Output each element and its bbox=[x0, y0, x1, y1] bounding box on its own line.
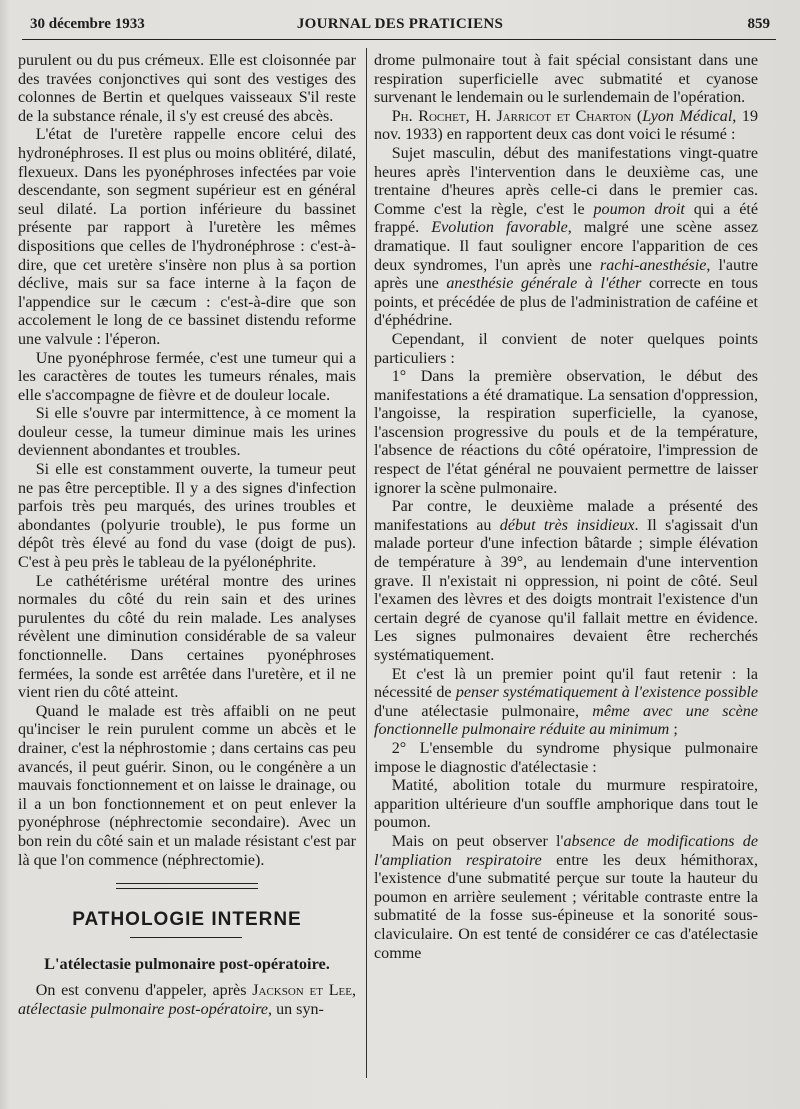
paragraph: drome pulmonaire tout à fait spécial consistant dans une respiration superficielle avec submatité et cyanose survenant le lendemain ou le surlendemain de l'opération. bbox=[374, 52, 758, 107]
reference-text: en rapportent deux cas dont voici le résumé : bbox=[442, 126, 736, 144]
intro-text: On est convenu d'appeler, après bbox=[35, 982, 253, 1000]
section-separator bbox=[116, 883, 258, 889]
section-title: PATHOLOGIE INTERNE bbox=[72, 909, 302, 931]
text-run: . Il s'agissait d'un malade porteur d'une infection bâtarde ; simple élévation de température à 39°, au lendemain d'une intervention grave. Il n'existait ni oppression, ni point de côté. Seul l'examen des lèvres et des doigts montrait l'existence d'un certain degré de cyanose qu'il fallait mettre en évidence. Les signes pulmonaires devaient être recherchés systématiquement. bbox=[374, 516, 758, 664]
page-number: 859 bbox=[747, 16, 770, 32]
paragraph: purulent ou du pus crémeux. Elle est cloisonnée par des travées conjonctives qui sont des vestiges des colonnes de Bertin et quelques vaisseaux S'il reste de la substance rénale, il s'y est creusé des abcès. bbox=[18, 52, 356, 125]
emphasis: rachi-anesthésie bbox=[600, 256, 707, 274]
paragraph: Quand le malade est très affaibli on ne peut qu'inciser le rein purulent comme un abcès et le drainer, c'est la néphrostomie ; dans certains cas peu avancés, il peut guérir. Sinon, ou le congénère a un mauvais fonctionnement et on laisse le drainage, ou il a un bon fonctionnement et on peut enlever la pyonéphrose (néphrectomie secondaire). Avec un bon rein du côté sain et un malade résistant c'est par là que l'on commence (néphrectomie). bbox=[18, 702, 356, 869]
text-run: Mais on peut observer l' bbox=[391, 832, 564, 850]
emphasis: penser systématiquement à l'existence possible bbox=[455, 684, 758, 702]
intro-term: atélectasie pulmonaire post-opératoire bbox=[18, 1000, 269, 1018]
emphasis: début très insidieux bbox=[499, 516, 635, 534]
header-rule bbox=[22, 39, 776, 40]
page-header bbox=[30, 14, 770, 36]
reference-date: , 19 nov. 1933) bbox=[374, 107, 758, 144]
reference-journal: Lyon Médical bbox=[642, 107, 733, 125]
journal-title: JOURNAL DES PRATICIENS bbox=[296, 16, 504, 32]
intro-separator: , bbox=[351, 982, 356, 1000]
paragraph-observation bbox=[374, 833, 758, 963]
text-run: ; bbox=[669, 721, 678, 739]
emphasis: Evolution favorable bbox=[431, 219, 568, 237]
paragraph: Une pyonéphrose fermée, c'est une tumeur qui a les caractères de toutes les tumeurs rénales, mais elle s'accompagne de fièvre et de douleur locale. bbox=[18, 349, 356, 404]
paragraph: Le cathétérisme urétéral montre des urines normales du côté du rein sain et des urines purulentes du côté du rein malade. Les analyses révèlent une diminution considérable de sa valeur fonctionnelle. Dans certaines pyonéphroses fermées, la sonde est arrêtée dans l'uretère, et il ne vient rien du côté atteint. bbox=[18, 572, 356, 702]
text-run: entre les deux hémithorax, l'existence d'une submatité perçue sur toute la hauteur du poumon en arrière seulement ; véritable contraste entre la submatité de la fosse sus-épineuse et la sonorité sous-claviculaire. On est tenté de considérer ce cas d'atélectasie comme bbox=[374, 851, 758, 962]
column-divider bbox=[366, 48, 367, 1078]
paragraph-key-point bbox=[374, 666, 758, 740]
text-run: , malgré une scène assez dramatique. Il faut souligner encore l'apparition de ces deux syndromes, l'un après une bbox=[374, 219, 759, 274]
emphasis: poumon droit bbox=[593, 200, 685, 218]
text-run: Et c'est là un premier point qu'il faut retenir : la nécessité de bbox=[374, 665, 758, 702]
right-column bbox=[374, 52, 758, 963]
paragraph: Matité, abolition totale du murmure respiratoire, apparition ultérieure d'un souffle amphorique dans tout le poumon. bbox=[374, 777, 758, 832]
reference-open: ( bbox=[631, 107, 643, 125]
emphasis: absence de modifications de l'ampliation respiratoire bbox=[374, 832, 758, 869]
text-run: d'une atélectasie pulmonaire, bbox=[374, 702, 593, 720]
emphasis: même avec une scène fonctionnelle pulmonaire réduite au minimum bbox=[374, 702, 758, 739]
paragraph: Si elle s'ouvre par intermittence, à ce moment la douleur cesse, la tumeur diminue mais les urines deviennent abondantes et troubles. bbox=[18, 405, 356, 460]
left-column bbox=[18, 52, 356, 1019]
text-run: qui a été frappé. bbox=[374, 200, 758, 237]
section-rule bbox=[130, 937, 242, 938]
paragraph: 2° L'ensemble du syndrome physique pulmonaire impose le diagnostic d'atélectasie : bbox=[374, 739, 758, 776]
intro-authors: Jackson et Lee bbox=[252, 982, 352, 1000]
paragraph: Si elle est constamment ouverte, la tumeur peut ne pas être perceptible. Il y a des signes d'infection parfois très peu marqués, des urines troubles et abondantes (polyurie trouble), le pus forme un dépôt très élevé au fond du vase (doigt de pus). C'est à peu près le tableau de la pyélonéphrite. bbox=[18, 461, 356, 572]
paragraph: 1° Dans la première observation, le début des manifestations a été dramatique. La sensation d'oppression, l'angoisse, la respiration superficielle, la cyanose, l'ascension progressive du pouls et de la température, l'absence de réactions du côté opératoire, l'impression de respect de l'état général ne pouvaient permettre de laisser ignorer la scène pulmonaire. bbox=[374, 368, 758, 497]
article-intro bbox=[18, 982, 356, 1019]
text-run: , l'autre après une bbox=[374, 256, 758, 293]
paragraph-second-case bbox=[374, 498, 758, 665]
emphasis: anesthésie générale à l'éther bbox=[446, 275, 642, 293]
paragraph-reference bbox=[374, 108, 758, 145]
intro-text-end: , un syn- bbox=[268, 1000, 324, 1018]
text-run: correcte en tous points, et précédée de plus de l'administration de caféine et d'éphédrine. bbox=[374, 275, 758, 330]
article-title: L'atélectasie pulmonaire post-opératoire. bbox=[44, 954, 330, 974]
paragraph: Cependant, il convient de noter quelques points particuliers : bbox=[374, 330, 758, 367]
header-date: 30 décembre 1933 bbox=[30, 16, 145, 32]
paragraph-summary bbox=[374, 145, 758, 331]
paragraph: L'état de l'uretère rappelle encore celui des hydronéphroses. Il est plus ou moins oblitéré, dilaté, flexueux. Dans les pyonéphroses infectées par voie descendante, son segment supérieur est en général seul dilaté. La portion inférieure du bassinet présente par rapport à l'uretère les mêmes dispositions que celles de l'hydronéphrose : c'est-à-dire, que cet uretère s'insère non plus à sa portion déclive, mais sur sa face interne à la façon de l'appendice sur le cæcum : c'est-à-dire que son accolement le long de ce bassinet distendu reforme une valvule : l'éperon. bbox=[18, 126, 356, 348]
text-run: Sujet masculin, début des manifestations vingt-quatre heures après l'intervention dans le deuxième cas, une trentaine d'heures après celle-ci dans le premier cas. Comme c'est la règle, c'est le bbox=[374, 144, 758, 218]
text-run: Par contre, le deuxième malade a présenté des manifestations au bbox=[374, 498, 758, 534]
reference-authors: Ph. Rochet, H. Jarricot et Charton bbox=[391, 107, 632, 125]
